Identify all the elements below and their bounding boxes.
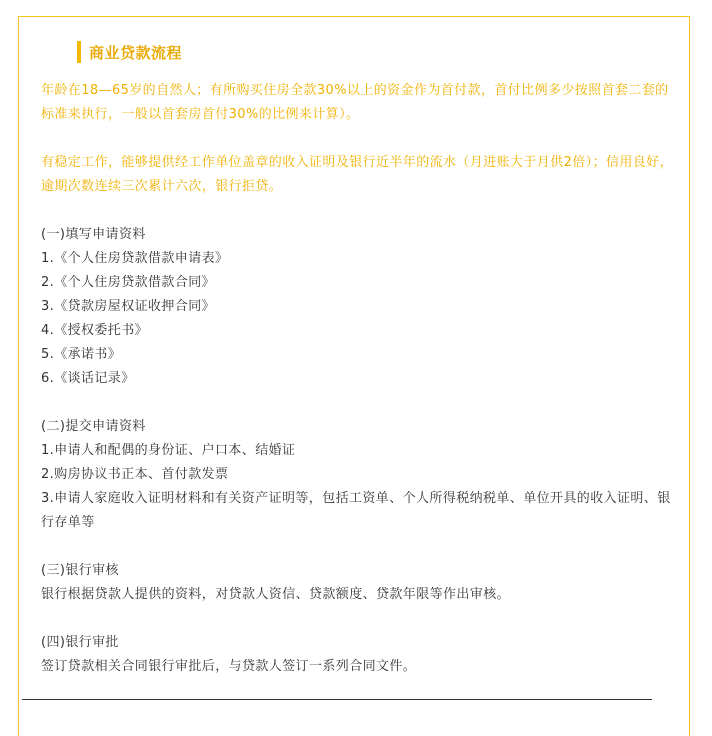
article-card <box>18 16 690 736</box>
section-fill-application <box>41 223 677 391</box>
list-item: 银行根据贷款人提供的资料，对贷款人资信、贷款额度、贷款年限等作出审核。 <box>41 587 511 602</box>
list-item: 6.《谈话记录》 <box>41 371 135 386</box>
section-title: (一)填写申请资料 <box>41 227 146 242</box>
list-item: 3.《贷款房屋权证收押合同》 <box>41 299 216 314</box>
article-content <box>41 79 677 679</box>
list-item: 2.《个人住房贷款借款合同》 <box>41 275 216 290</box>
intro-paragraph-1: 年龄在18—65岁的自然人；有所购买住房全款30%以上的资金作为首付款，首付比例多少按照首套二套的标准来执行，一般以首套房首付30%的比例来计算）。 <box>41 83 669 122</box>
list-item: 签订贷款相关合同银行审批后，与贷款人签订一系列合同文件。 <box>41 659 417 674</box>
intro-paragraph-2: 有稳定工作，能够提供经工作单位盖章的收入证明及银行近半年的流水（月进账大于月供2倍）；信用良好，逾期次数连续三次累计六次，银行拒贷。 <box>41 155 673 194</box>
list-item: 1.申请人和配偶的身份证、户口本、结婚证 <box>41 443 296 458</box>
list-item: 3.申请人家庭收入证明材料和有关资产证明等，包括工资单、个人所得税纳税单、单位开具的收入证明、银行存单等 <box>41 491 671 530</box>
list-item: 2.购房协议书正本、首付款发票 <box>41 467 229 482</box>
section-title: (四)银行审批 <box>41 635 119 650</box>
heading-accent-bar <box>77 41 81 63</box>
section-heading <box>77 41 182 63</box>
section-bank-approval <box>41 631 677 679</box>
section-bank-review <box>41 559 677 607</box>
list-item: 1.《个人住房贷款借款申请表》 <box>41 251 229 266</box>
list-item: 5.《承诺书》 <box>41 347 122 362</box>
section-submit-application <box>41 415 677 535</box>
list-item: 4.《授权委托书》 <box>41 323 149 338</box>
bottom-divider <box>22 699 652 700</box>
section-title: (三)银行审核 <box>41 563 119 578</box>
heading-title: 商业贷款流程 <box>89 43 183 62</box>
section-title: (二)提交申请资料 <box>41 419 146 434</box>
